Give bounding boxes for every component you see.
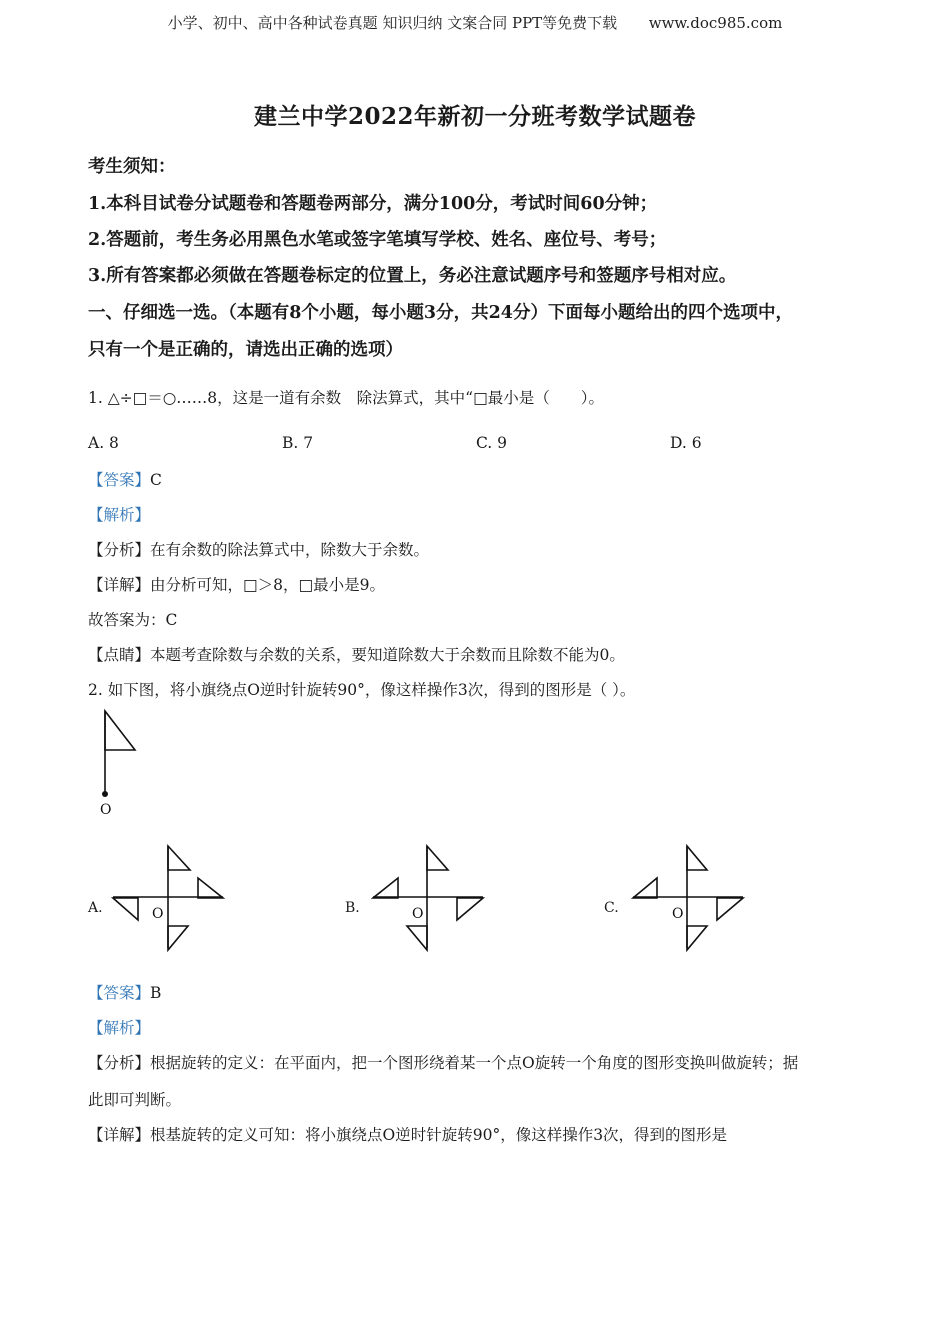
q2-option-b-label: B.	[345, 900, 360, 916]
analysis-text: 在有余数的除法算式中，除数大于余数。	[150, 541, 430, 559]
q2-answer	[88, 981, 161, 1003]
q2-analysis-tag: 【解析】	[88, 1019, 151, 1037]
instructions-heading: 考生须知：	[88, 157, 176, 177]
header-text: 小学、初中、高中各种试卷真题 知识归纳 文案合同 PPT等免费下载	[167, 14, 618, 32]
q1-analysis-tag: 【解析】	[88, 506, 151, 524]
q2-option-a-label: A.	[88, 900, 103, 916]
analysis-label: 【分析】	[88, 1054, 151, 1072]
page-header	[0, 12, 950, 33]
section-heading-line1: 一、仔细选一选。（本题有8个小题，每小题3分，共24分）下面每小题给出的四个选项中，	[88, 303, 793, 323]
pivot-point	[102, 791, 108, 797]
answer-tag: 【答案】	[88, 984, 151, 1002]
question-2-stem: 2. 如下图，将小旗绕点O逆时针旋转90°，像这样操作3次，得到的图形是（ ）。	[88, 681, 636, 699]
q1-option-b: B. 7	[282, 434, 314, 452]
answer-value: B	[150, 984, 162, 1002]
pivot-label: O	[412, 906, 424, 922]
q1-analysis	[88, 538, 429, 560]
answer-tag: 【答案】	[88, 471, 151, 489]
comment-label: 【点睛】	[88, 646, 151, 664]
detail-text: 由分析可知，□＞8，□最小是9。	[150, 576, 386, 594]
q2-analysis	[88, 1051, 798, 1073]
detail-label: 【详解】	[88, 576, 151, 594]
detail-label: 【详解】	[88, 1126, 151, 1144]
page-title: 建兰中学2022年新初一分班考数学试题卷	[253, 103, 696, 130]
q1-answer	[88, 468, 162, 490]
q1-detail	[88, 573, 385, 595]
q2-option-c-label: C.	[604, 900, 619, 916]
question-1-stem: 1. △÷□＝○……8，这是一道有余数 除法算式，其中“□最小是（ ）。	[88, 389, 604, 407]
pivot-label: O	[672, 906, 684, 922]
q2-analysis-continued: 此即可判断。	[88, 1091, 182, 1109]
q1-option-a: A. 8	[88, 434, 119, 452]
section-heading-line2: 只有一个是正确的，请选出正确的选项）	[88, 340, 403, 360]
analysis-label: 【分析】	[88, 541, 151, 559]
q2-option-c-figure	[625, 838, 755, 958]
instruction-item: 1.本科目试卷分试题卷和答题卷两部分，满分100分，考试时间60分钟；	[88, 194, 658, 214]
q1-option-d: D. 6	[670, 434, 702, 452]
instruction-item: 2.答题前，考生务必用黑色水笔或签字笔填写学校、姓名、座位号、考号；	[88, 230, 667, 250]
analysis-text: 根据旋转的定义：在平面内，把一个图形绕着某一个点O旋转一个角度的图形变换叫做旋转；据	[150, 1054, 799, 1072]
detail-text: 根基旋转的定义可知：将小旗绕点O逆时针旋转90°，像这样操作3次，得到的图形是	[150, 1126, 728, 1144]
q2-detail	[88, 1123, 727, 1145]
flag-figure	[90, 708, 150, 818]
q2-option-b-figure	[365, 838, 495, 958]
pivot-label: O	[100, 802, 112, 818]
instruction-item: 3.所有答案都必须做在答题卷标定的位置上，务必注意试题序号和签题序号相对应。	[88, 266, 737, 286]
q1-option-c: C. 9	[476, 434, 508, 452]
comment-text: 本题考查除数与余数的关系，要知道除数大于余数而且除数不能为0。	[150, 646, 625, 664]
flag-triangle	[105, 711, 135, 750]
q2-option-a-figure	[105, 838, 235, 958]
answer-value: C	[150, 471, 162, 489]
pivot-label: O	[152, 906, 164, 922]
header-url[interactable]: www.doc985.com	[648, 14, 783, 32]
q1-comment	[88, 643, 625, 665]
q1-conclusion: 故答案为：C	[88, 611, 178, 629]
